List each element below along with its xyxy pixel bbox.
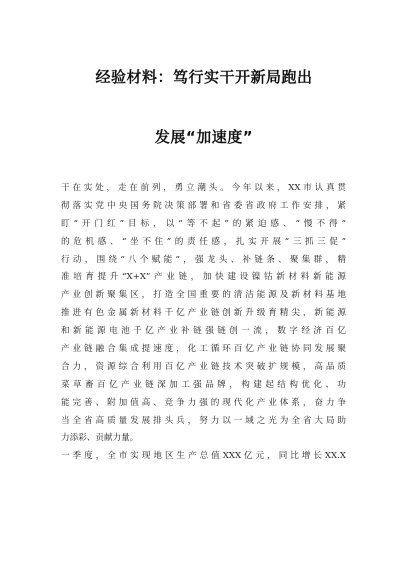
body-line: 产业链融合集成提速度，化工循环百亿产业链协同发展聚 [61, 344, 346, 355]
body-line: 彻落实党中央国务院决策部署和省委省政府工作安排，紧 [61, 200, 346, 211]
document-title-line-1: 经验材料：笃行实干开新局跑出 [95, 68, 313, 86]
body-line: 推进有色金属新材料千亿产业链创新升级育精尖，新能源 [61, 308, 346, 319]
body-line: 合力，资源综合利用百亿产业链技术突破扩规模，高品质 [61, 361, 346, 372]
document-title-line-2: 发展“加速度” [154, 128, 254, 146]
body-line: 和新能源电池千亿产业补链强链创一流，数字经济百亿 [61, 326, 346, 337]
body-line: 干在实处，走在前列，勇立潮头。今年以来，XX市认真贯 [61, 183, 346, 193]
body-line: 力添彩、贡献力量。 [61, 433, 139, 444]
body-line: 能完善、附加值高、竞争力强的现代化产业体系，奋力争 [61, 397, 346, 408]
body-line: 准培育提升“X+X”产业链，加快建设镍钴新材料新能源 [61, 272, 346, 283]
body-line: 行动，围绕“八个赋能”，强龙头、补链条、聚集群，精 [61, 254, 346, 265]
body-line: 的危机感、“坐不住”的责任感，扎实开展“三抓三促” [61, 236, 346, 247]
body-line: 当全省高质量发展排头兵，努力以一域之光为全省大局助 [61, 415, 346, 426]
body-line: 一季度，全市实现地区生产总值XXX亿元，同比增长XX.X [61, 451, 346, 462]
body-line: 盯“开门红”目标，以“等不起”的紧迫感、“慢不得” [61, 218, 346, 229]
body-line: 产业创新聚集区，打造全国重要的清洁能源及新材料基地 [61, 290, 346, 301]
body-line: 菜草畜百亿产业链深加工强品牌，构建起结构优化、功 [61, 379, 346, 390]
document-body [61, 180, 346, 466]
